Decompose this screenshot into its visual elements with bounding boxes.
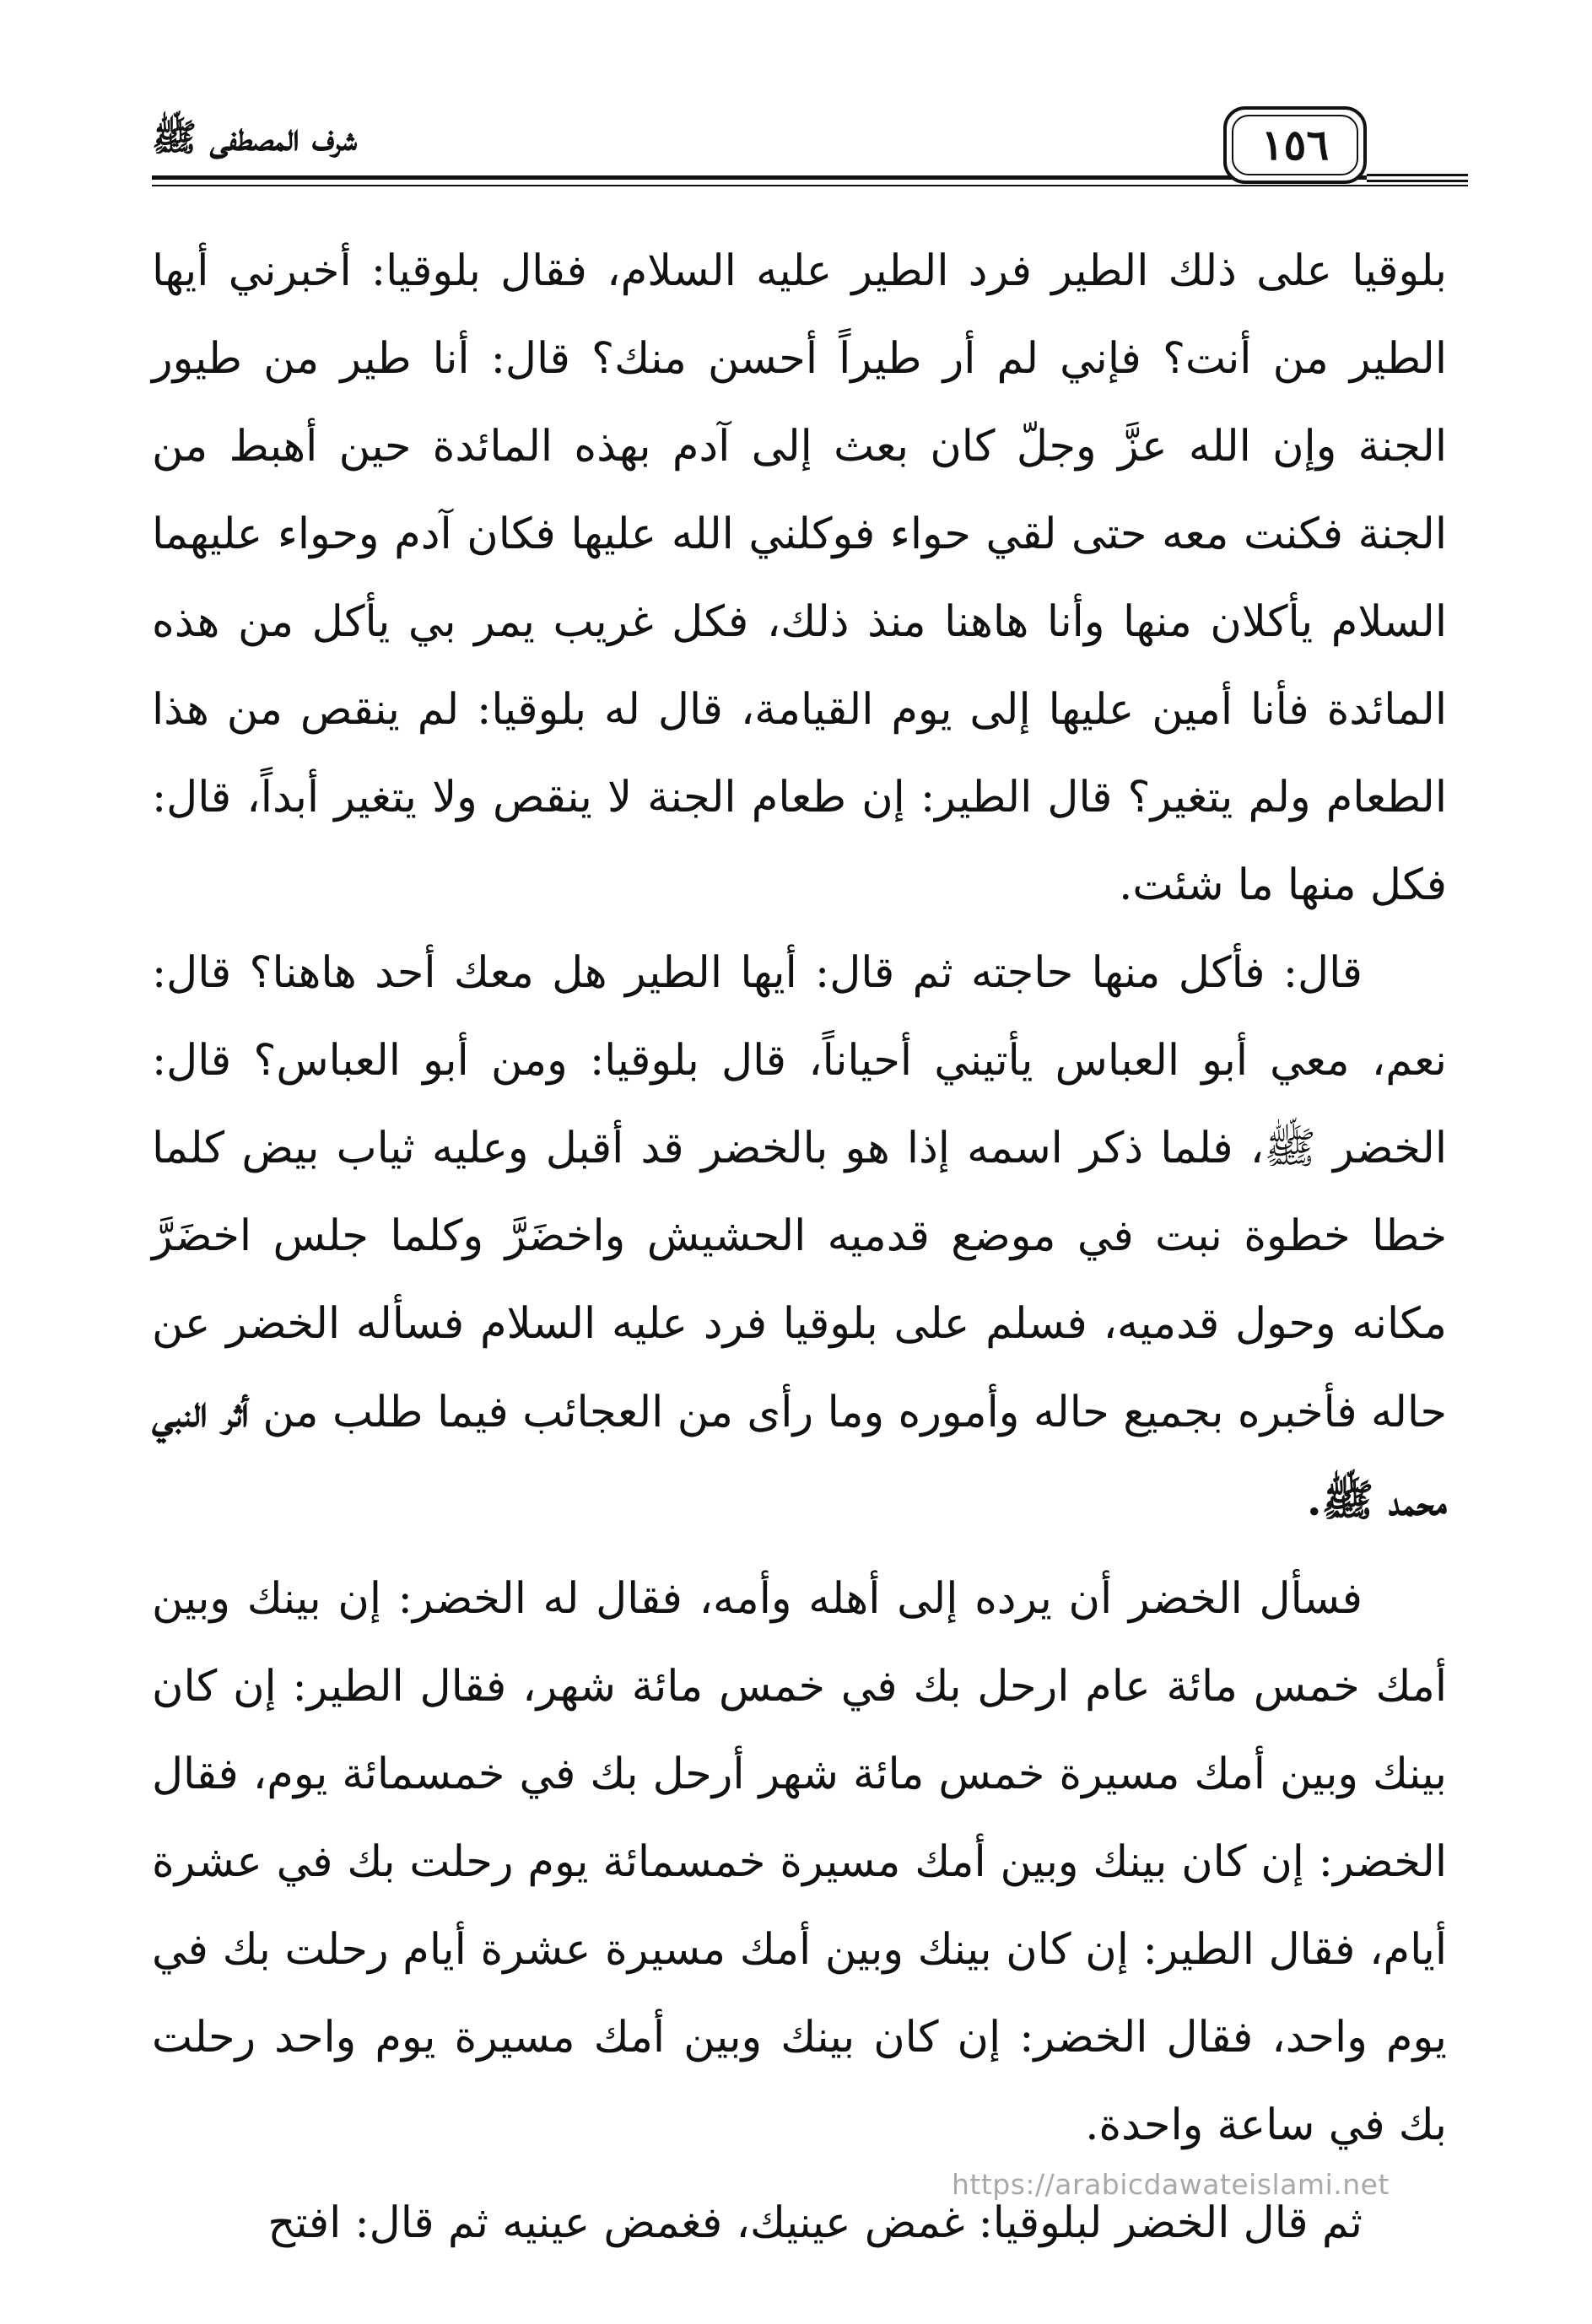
page-body (152, 228, 1447, 2267)
paragraph-2-text: قال: فأكل منها حاجته ثم قال: أيها الطير هل معك أحد هاهنا؟ قال: نعم، معي أبو العباس يأتيني أحياناً، قال بلوقيا: ومن أبو العباس؟ قال: الخضر ﷺ، فلما ذكر اسمه إذا هو بالخضر قد أقبل وعليه ثياب بيض كلما خطا خطوة نبت في موضع قدميه الحشيش واخضَرَّ وكلما جلس اخضَرَّ مكانه وحول قدميه، فسلم على بلوقيا فرد عليه السلام فسأله الخضر عن حاله فأخبره بجميع حاله وأموره وما رأى من العجائب فيما طلب من (152, 948, 1447, 1437)
page-header (152, 101, 1468, 194)
paragraph-2-bold-phrase: أثر النبي محمد ﷺ. (152, 1387, 1447, 1526)
running-title: شرف المصطفى ﷺ (152, 116, 358, 159)
page-number-frame (1223, 106, 1367, 184)
paragraph-2 (152, 930, 1447, 1545)
paragraph-3: فسأل الخضر أن يرده إلى أهله وأمه، فقال له الخضر: إن بينك وبين أمك خمس مائة عام ارحل بك في خمس مائة شهر، فقال الطير: إن كان بينك وبين أمك مسيرة خمس مائة شهر أرحل بك في خمسمائة يوم، فقال الخضر: إن كان بينك وبين أمك مسيرة خمسمائة يوم رحلت بك في عشرة أيام، فقال الطير: إن كان بينك وبين أمك مسيرة عشرة أيام رحلت بك في يوم واحد، فقال الخضر: إن كان بينك وبين أمك مسيرة يوم واحد رحلت بك في ساعة واحدة. (152, 1574, 1447, 2150)
page-number: ١٥٦ (1260, 120, 1330, 170)
paragraph-4: ثم قال الخضر لبلوقيا: غمض عينيك، فغمض عينيه ثم قال: افتح (267, 2198, 1363, 2248)
paragraph-1: بلوقيا على ذلك الطير فرد الطير عليه السلام، فقال بلوقيا: أخبرني أيها الطير من أنت؟ فإني لم أر طيراً أحسن منك؟ قال: أنا طير من طيور الجنة وإن الله عزَّ وجلّ كان بعث إلى آدم بهذه المائدة حين أهبط من الجنة فكنت معه حتى لقي حواء فوكلني الله عليها فكان آدم وحواء عليهما السلام يأكلان منها وأنا هاهنا منذ ذلك، فكل غريب يمر بي يأكل من هذه المائدة فأنا أمين عليها إلى يوم القيامة، قال له بلوقيا: لم ينقص من هذا الطعام ولم يتغير؟ قال الطير: إن طعام الجنة لا ينقص ولا يتغير أبداً، قال: فكل منها ما شئت. (152, 246, 1447, 910)
header-rule-thin (152, 185, 1468, 186)
header-rule-tail (1367, 172, 1468, 184)
watermark-url: https://arabicdawateislami.net (952, 2168, 1390, 2201)
